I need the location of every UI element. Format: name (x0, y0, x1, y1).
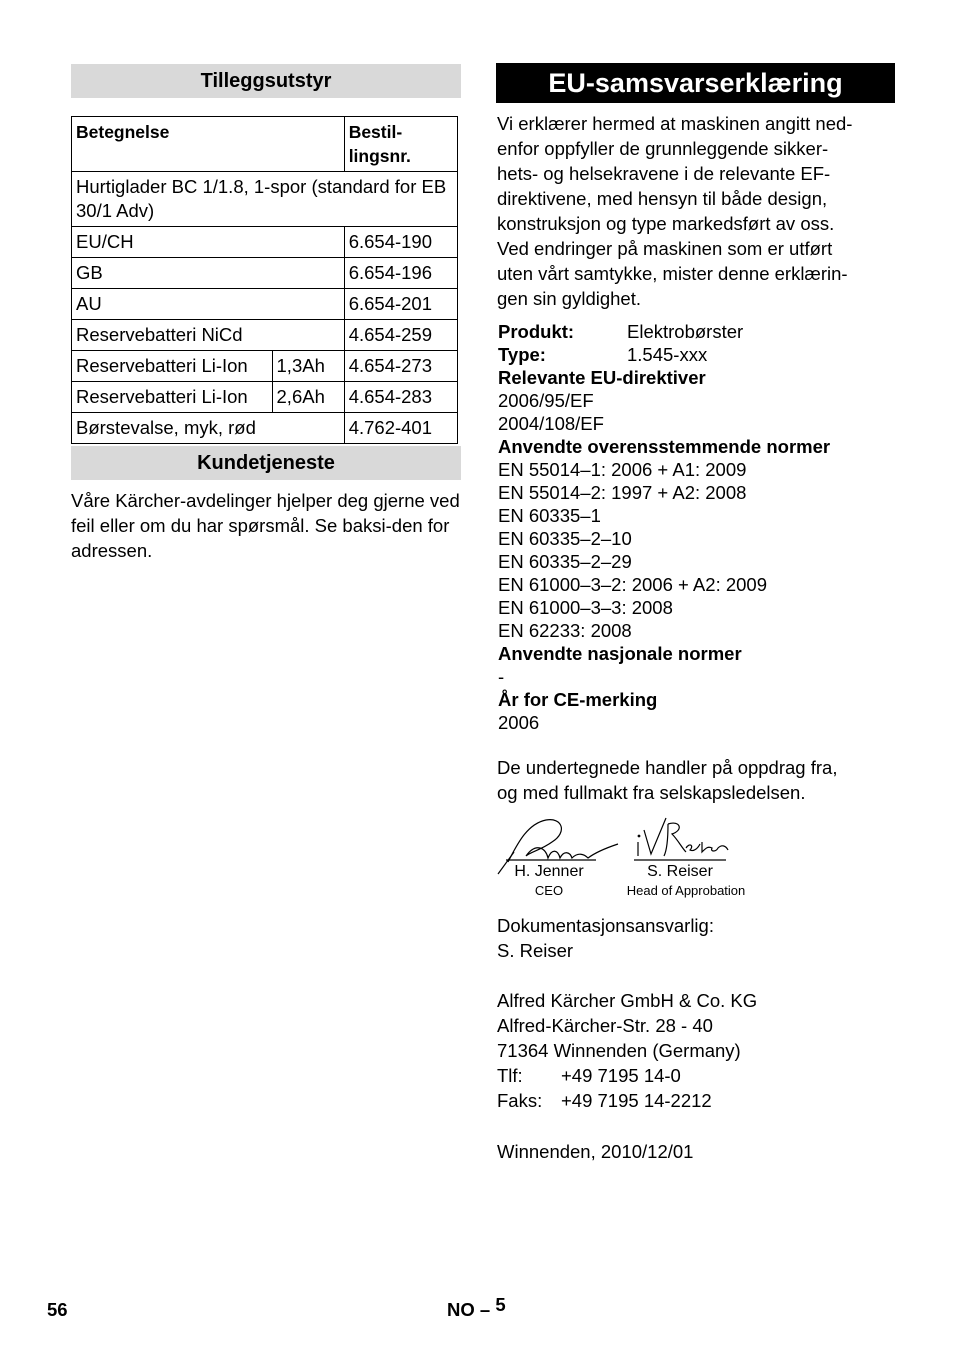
ce-year: 2006 (498, 712, 540, 733)
ce-heading: År for CE-merking (498, 689, 658, 710)
signatory-name-reiser: S. Reiser (647, 863, 713, 880)
signatory-name-jenner: H. Jenner (514, 863, 584, 880)
norm-item: EN 55014–2: 1997 + A2: 2008 (498, 482, 747, 503)
directive-item: 2004/108/EF (498, 413, 604, 434)
intro-line: direktivene, med hensyn til både design, (497, 188, 828, 209)
header-order-no: Bestil- lingsnr. (344, 117, 457, 172)
cell-name: AU (72, 289, 345, 320)
footer-section (447, 1294, 506, 1321)
intro-line: Vi erklærer hermed at maskinen angitt ned- (497, 113, 853, 134)
accessories-heading: Tilleggsutstyr (71, 64, 461, 98)
table-group-row (72, 172, 458, 227)
cell-name: Reservebatteri NiCd (72, 320, 345, 351)
service-heading: Kundetjeneste (71, 446, 461, 480)
cell-order-no: 4.654-283 (344, 382, 457, 413)
national-norms-heading: Anvendte nasjonale normer (498, 643, 742, 664)
phone-value: +49 7195 14-0 (561, 1065, 681, 1086)
directives-heading: Relevante EU-direktiver (498, 367, 706, 388)
cell-order-no: 4.762-401 (344, 413, 457, 444)
table-row (72, 413, 458, 444)
type-label: Type: (498, 344, 546, 365)
product-row (498, 320, 898, 343)
mandate-text (497, 755, 897, 805)
intro-line: hets- og helsekravene i de relevante EF- (497, 163, 831, 184)
signature-reiser (634, 818, 728, 860)
cell-spec: 2,6Ah (272, 382, 344, 413)
documentation-block (497, 913, 897, 963)
footer-lang: NO (447, 1299, 475, 1320)
page-number: 56 (47, 1299, 68, 1320)
cell-name: Børstevalse, myk, rød (72, 413, 345, 444)
fax-row (497, 1088, 897, 1113)
declaration-details (498, 320, 898, 734)
signatory-role-jenner: CEO (534, 883, 564, 898)
cell-name: Reservebatteri Li-Ion (72, 382, 273, 413)
table-header-row (72, 117, 458, 172)
norms-heading: Anvendte overensstemmende normer (498, 436, 831, 457)
company-street: Alfred-Kärcher-Str. 28 - 40 (497, 1015, 713, 1036)
cell-name: EU/CH (72, 227, 345, 258)
place-date: Winnenden, 2010/12/01 (497, 1141, 694, 1162)
norm-item: EN 60335–1 (498, 505, 601, 526)
mandate-line: og med fullmakt fra selskapsledelsen. (497, 782, 806, 803)
signatory-role-reiser: Head of Approbation (626, 883, 746, 898)
company-name: Alfred Kärcher GmbH & Co. KG (497, 990, 758, 1011)
header-name: Betegnelse (72, 117, 345, 172)
cell-name: GB (72, 258, 345, 289)
table-row (72, 289, 458, 320)
table-row (72, 258, 458, 289)
declaration-heading: EU-samsvarserklæring (496, 63, 895, 103)
documentation-label: Dokumentasjonsansvarlig: (497, 915, 714, 936)
directive-item: 2006/95/EF (498, 390, 594, 411)
cell-order-no: 6.654-196 (344, 258, 457, 289)
table-row (72, 227, 458, 258)
phone-row (497, 1063, 897, 1088)
footer-dash: – (479, 1299, 491, 1320)
group-row-text: Hurtiglader BC 1/1.8, 1-spor (standard for EB 30/1 Adv) (72, 172, 458, 227)
intro-line: uten vårt samtykke, mister denne erklærin- (497, 263, 848, 284)
norm-item: EN 60335–2–10 (498, 528, 632, 549)
product-value: Elektrobørster (627, 321, 744, 342)
intro-line: Ved endringer på maskinen som er utført (497, 238, 833, 259)
documentation-person: S. Reiser (497, 940, 574, 961)
accessories-table (71, 116, 458, 444)
cell-name: Reservebatteri Li-Ion (72, 351, 273, 382)
cell-spec: 1,3Ah (272, 351, 344, 382)
intro-line: konstruksjon og type markedsført av oss. (497, 213, 835, 234)
declaration-intro (497, 111, 897, 311)
cell-order-no: 6.654-190 (344, 227, 457, 258)
company-city: 71364 Winnenden (Germany) (497, 1040, 741, 1061)
service-text: Våre Kärcher-avdelinger hjelper deg gjerne ved feil eller om du har spørsmål. Se baksi-den for adressen. (71, 490, 460, 561)
cell-order-no: 4.654-273 (344, 351, 457, 382)
table-row (72, 320, 458, 351)
intro-line: gen sin gyldighet. (497, 288, 641, 309)
norm-item: EN 60335–2–29 (498, 551, 632, 572)
cell-order-no: 4.654-259 (344, 320, 457, 351)
type-value: 1.545-xxx (627, 344, 708, 365)
norm-item: EN 61000–3–3: 2008 (498, 597, 673, 618)
fax-label: Faks: (497, 1090, 543, 1111)
norm-item: EN 61000–3–2: 2006 + A2: 2009 (498, 574, 767, 595)
footer-section-page: 5 (495, 1294, 506, 1315)
national-norms-value: - (498, 666, 505, 687)
product-label: Produkt: (498, 321, 575, 342)
cell-order-no: 6.654-201 (344, 289, 457, 320)
norm-item: EN 55014–1: 2006 + A1: 2009 (498, 459, 747, 480)
type-row (498, 343, 898, 366)
norm-item: EN 62233: 2008 (498, 620, 632, 641)
table-row (72, 351, 458, 382)
table-row (72, 382, 458, 413)
phone-label: Tlf: (497, 1065, 523, 1086)
mandate-line: De undertegnede handler på oppdrag fra, (497, 757, 838, 778)
intro-line: enfor oppfyller de grunnleggende sikker- (497, 138, 829, 159)
company-address (497, 988, 897, 1113)
fax-value: +49 7195 14-2212 (561, 1090, 712, 1111)
